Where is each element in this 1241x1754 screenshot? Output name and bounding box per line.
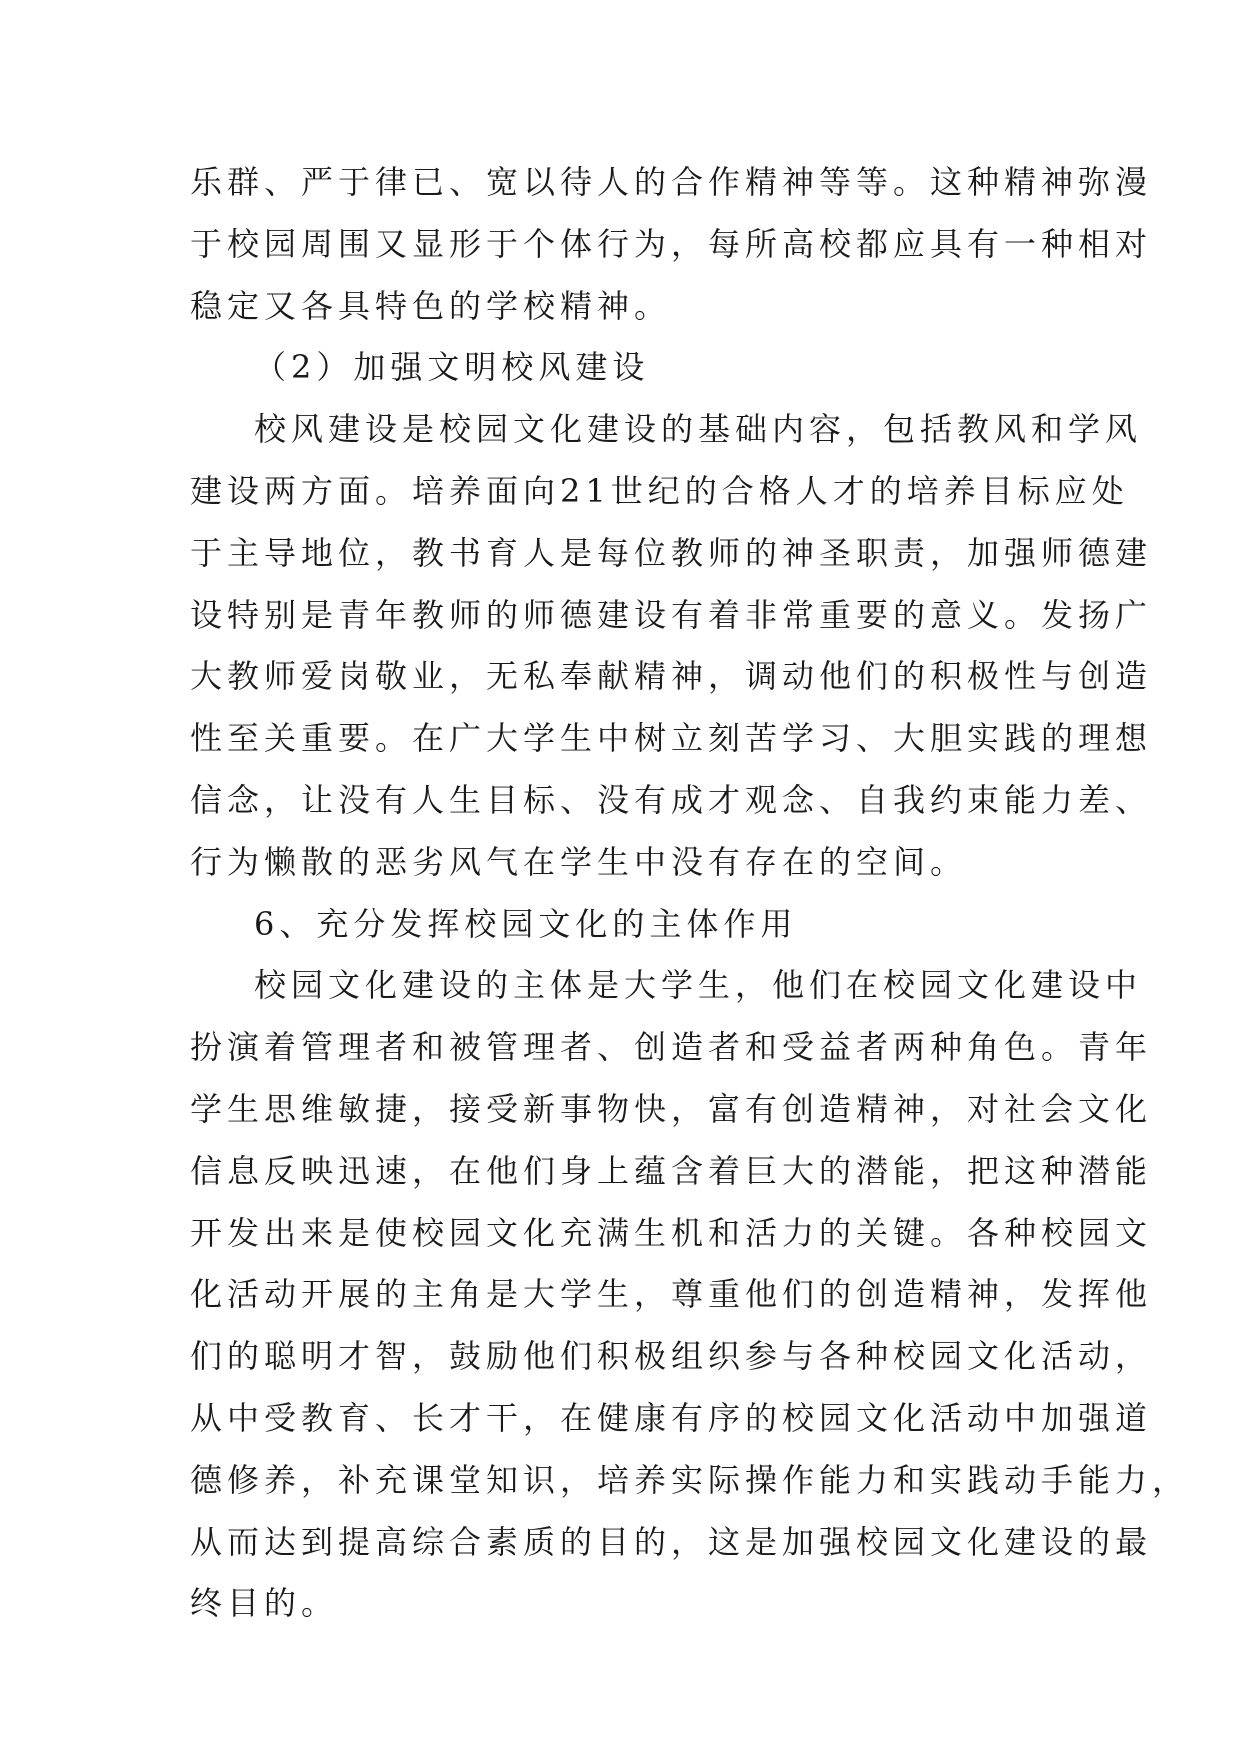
text-line: 们的聪明才智，鼓励他们积极组织参与各种校园文化活动，	[190, 1337, 1153, 1376]
text-line: 从而达到提高综合素质的目的，这是加强校园文化建设的最	[190, 1522, 1153, 1561]
text-line: 校园文化建设的主体是大学生，他们在校园文化建设中	[254, 966, 1143, 1005]
text-line: 信念，让没有人生目标、没有成才观念、自我约束能力差、	[190, 780, 1153, 819]
text-line: 开发出来是使校园文化充满生机和活力的关键。各种校园文	[190, 1213, 1153, 1252]
text-line: 设特别是青年教师的师德建设有着非常重要的意义。发扬广	[190, 595, 1153, 634]
text-line: 大教师爱岗敬业，无私奉献精神，调动他们的积极性与创造	[190, 657, 1153, 696]
text-line: 化活动开展的主角是大学生，尊重他们的创造精神，发挥他	[190, 1275, 1153, 1314]
subheading-line: （2）加强文明校风建设	[254, 348, 650, 387]
text-line: 稳定又各具特色的学校精神。	[190, 286, 672, 325]
text-line: 德修养，补充课堂知识，培养实际操作能力和实践动手能力，	[190, 1460, 1190, 1499]
text-line: 从中受教育、长才干，在健康有序的校园文化活动中加强道	[190, 1398, 1153, 1437]
text-line: 终目的。	[190, 1584, 339, 1623]
text-line: 学生思维敏捷，接受新事物快，富有创造精神，对社会文化	[190, 1089, 1153, 1128]
text-line: 建设两方面。培养面向21世纪的合格人才的培养目标应处	[190, 471, 1129, 510]
text-line: 乐群、严于律已、宽以待人的合作精神等等。这种精神弥漫	[190, 163, 1153, 201]
section-heading-line: 6、充分发挥校园文化的主体作用	[254, 904, 798, 943]
text-line: 性至关重要。在广大学生中树立刻苦学习、大胆实践的理想	[190, 719, 1153, 758]
text-line: 信息反映迅速，在他们身上蕴含着巨大的潜能，把这种潜能	[190, 1151, 1153, 1190]
text-line: 校风建设是校园文化建设的基础内容，包括教风和学风	[254, 410, 1143, 449]
text-line: 行为懒散的恶劣风气在学生中没有存在的空间。	[190, 842, 968, 881]
text-line: 于主导地位，教书育人是每位教师的神圣职责，加强师德建	[190, 533, 1153, 572]
body-text	[190, 152, 1190, 1635]
text-line: 扮演着管理者和被管理者、创造者和受益者两种角色。青年	[190, 1028, 1153, 1067]
text-line: 于校园周围又显形于个体行为，每所高校都应具有一种相对	[190, 224, 1153, 263]
